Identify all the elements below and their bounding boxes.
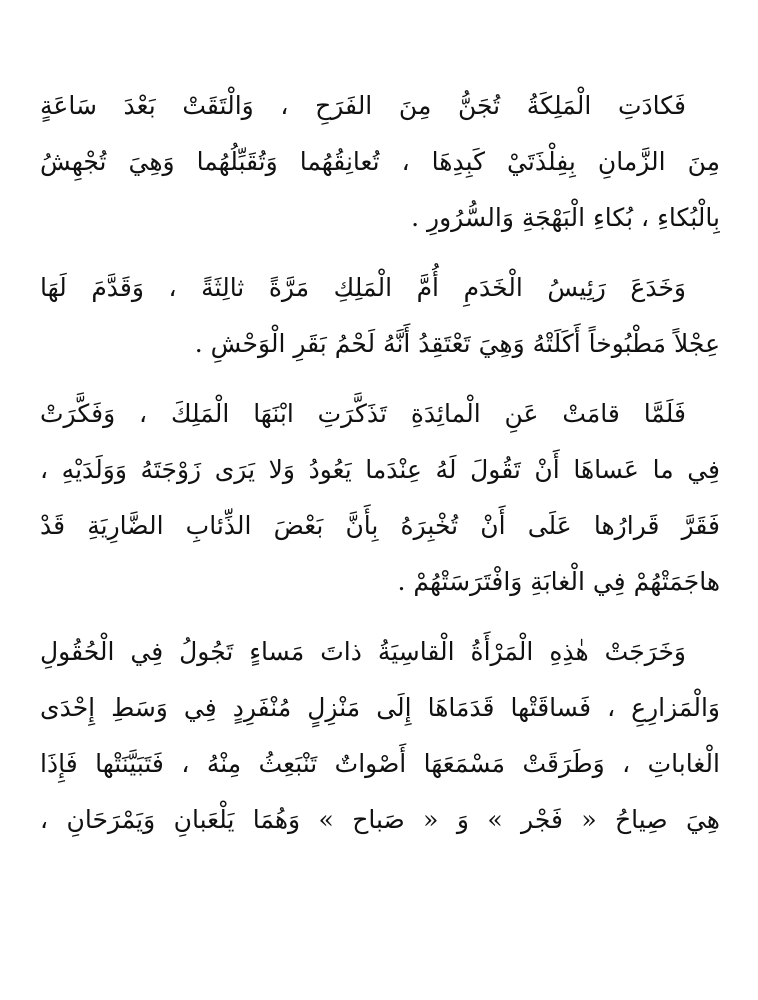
paragraph-2 <box>40 260 720 372</box>
text-line: وَخَرَجَتْ هٰذِهِ الْمَرْأَةُ الْقاسِيَةُ ذاتَ مَساءٍ تَجُولُ فِي الْحُقُولِ <box>40 637 686 666</box>
text-line: هاجَمَتْهُمْ فِي الْغابَةِ وَافْتَرَسَتْهُمْ . <box>397 567 720 596</box>
text-line: وَخَدَعَ رَئِيسُ الْخَدَمِ أُمَّ الْمَلِكِ مَرَّةً ثالِثَةً ، وَقَدَّمَ لَهَا <box>40 273 686 302</box>
text-line: الْغاباتِ ، وَطَرَقَتْ مَسْمَعَهَا أَصْواتٌ تَنْبَعِثُ مِنْهُ ، فَتَبَيَّنَتْها فَإِذَا <box>40 749 720 778</box>
text-line: فَلَمَّا قامَتْ عَنِ الْمائِدَةِ تَذَكَّرَتِ ابْنَهَا الْمَلِكَ ، وَفَكَّرَتْ <box>40 399 686 428</box>
paragraph-3 <box>40 386 720 610</box>
text-line: بِالْبُكاءِ ، بُكاءِ الْبَهْجَةِ وَالسُّرُورِ . <box>411 203 720 232</box>
text-line: فَكادَتِ الْمَلِكَةُ تُجَنُّ مِنَ الفَرَحِ ، وَالْتَقَتْ بَعْدَ سَاعَةٍ <box>40 91 686 120</box>
text-line: فِي ما عَساهَا أَنْ تَقُولَ لَهُ عِنْدَما يَعُودُ وَلا يَرَى زَوْجَتَهُ وَوَلَدَيْهِ ، <box>40 455 720 484</box>
text-line: مِنَ الزَّمانِ بِفِلْذَتَيْ كَبِدِهَا ، تُعانِقُهُما وَتُقَبِّلُهُما وَهِيَ تُجْهِشُ <box>40 147 720 176</box>
book-page <box>40 78 720 978</box>
text-line: وَالْمَزارِعِ ، فَساقَتْها قَدَمَاهَا إِلَى مَنْزِلٍ مُنْفَرِدٍ فِي وَسَطِ إِحْدَى <box>40 693 720 722</box>
text-line: فَقَرَّ قَرارُها عَلَى أَنْ تُخْبِرَهُ بِأَنَّ بَعْضَ الذِّئابِ الضَّارِيَةِ قَدْ <box>40 511 720 540</box>
text-line: عِجْلاً مَطْبُوخاً أَكَلَتْهُ وَهِيَ تَعْتَقِدُ أَنَّهُ لَحْمُ بَقَرِ الْوَحْشِ . <box>194 329 720 358</box>
paragraph-1 <box>40 78 720 246</box>
text-line: هِيَ صِياحُ « فَجْر » وَ « صَباح » وَهُمَا يَلْعَبانِ وَيَمْرَحَانِ ، <box>40 805 720 834</box>
paragraph-4 <box>40 624 720 848</box>
